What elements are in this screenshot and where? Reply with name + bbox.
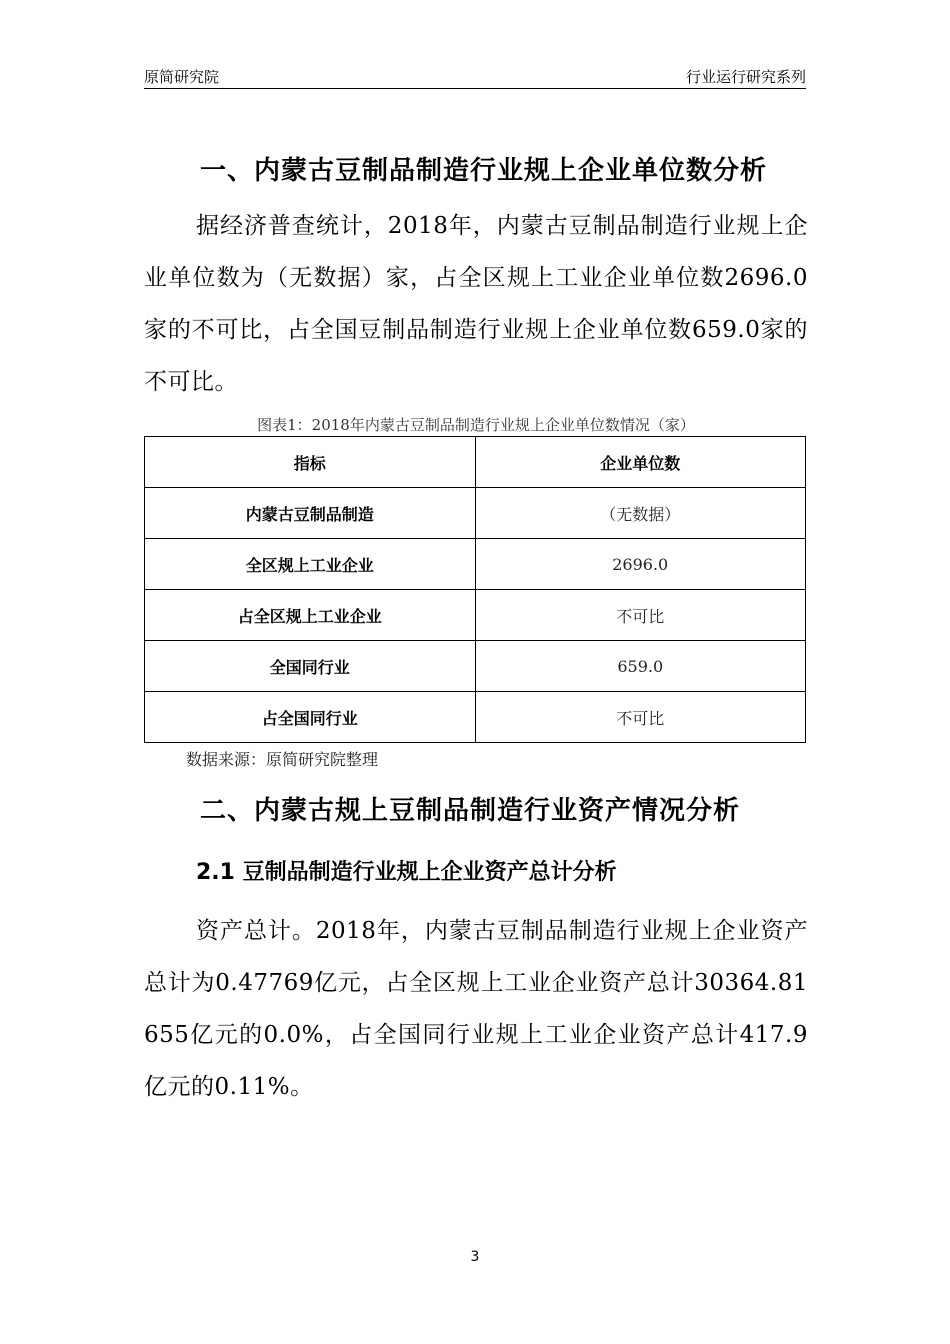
row-label: 占全区规上工业企业 [145,590,476,641]
column-header-count: 企业单位数 [475,437,806,488]
table-source-note: 数据来源：原简研究院整理 [186,750,379,769]
row-label: 全国同行业 [145,641,476,692]
section2-heading: 二、内蒙古规上豆制品制造行业资产情况分析 [200,796,741,826]
page-number: 3 [470,1249,480,1265]
row-value: 不可比 [475,590,806,641]
table-row [145,641,806,692]
table-header-row [145,437,806,488]
header-divider [144,88,806,89]
table-row [145,590,806,641]
section1-paragraph: 据经济普查统计，2018年，内蒙古豆制品制造行业规上企业单位数为（无数据）家，占全区规上工业企业单位数2696.0家的不可比，占全国豆制品制造行业规上企业单位数659.0家的不可比。 [144,213,808,395]
enterprise-count-table [144,436,806,743]
column-header-indicator: 指标 [145,437,476,488]
table-row [145,692,806,743]
row-value: 659.0 [475,641,806,692]
row-value: 不可比 [475,692,806,743]
table-row [145,488,806,539]
header-org-name: 原简研究院 [144,68,220,86]
row-value: 2696.0 [475,539,806,590]
row-value: （无数据） [475,488,806,539]
header-series-name: 行业运行研究系列 [685,68,806,86]
section1-heading: 一、内蒙古豆制品制造行业规上企业单位数分析 [200,156,768,186]
row-label: 全区规上工业企业 [145,539,476,590]
section2-subheading: 2.1 豆制品制造行业规上企业资产总计分析 [196,860,617,885]
table-caption: 图表1：2018年内蒙古豆制品制造行业规上企业单位数情况（家） [257,416,695,434]
row-label: 占全国同行业 [145,692,476,743]
section2-paragraph: 资产总计。2018年，内蒙古豆制品制造行业规上企业资产总计为0.47769亿元，占全区规上工业企业资产总计30364.81655亿元的0.0%，占全国同行业规上工业企业资产总计417.9亿元的0.11%。 [144,918,808,1100]
table-row [145,539,806,590]
row-label: 内蒙古豆制品制造 [145,488,476,539]
